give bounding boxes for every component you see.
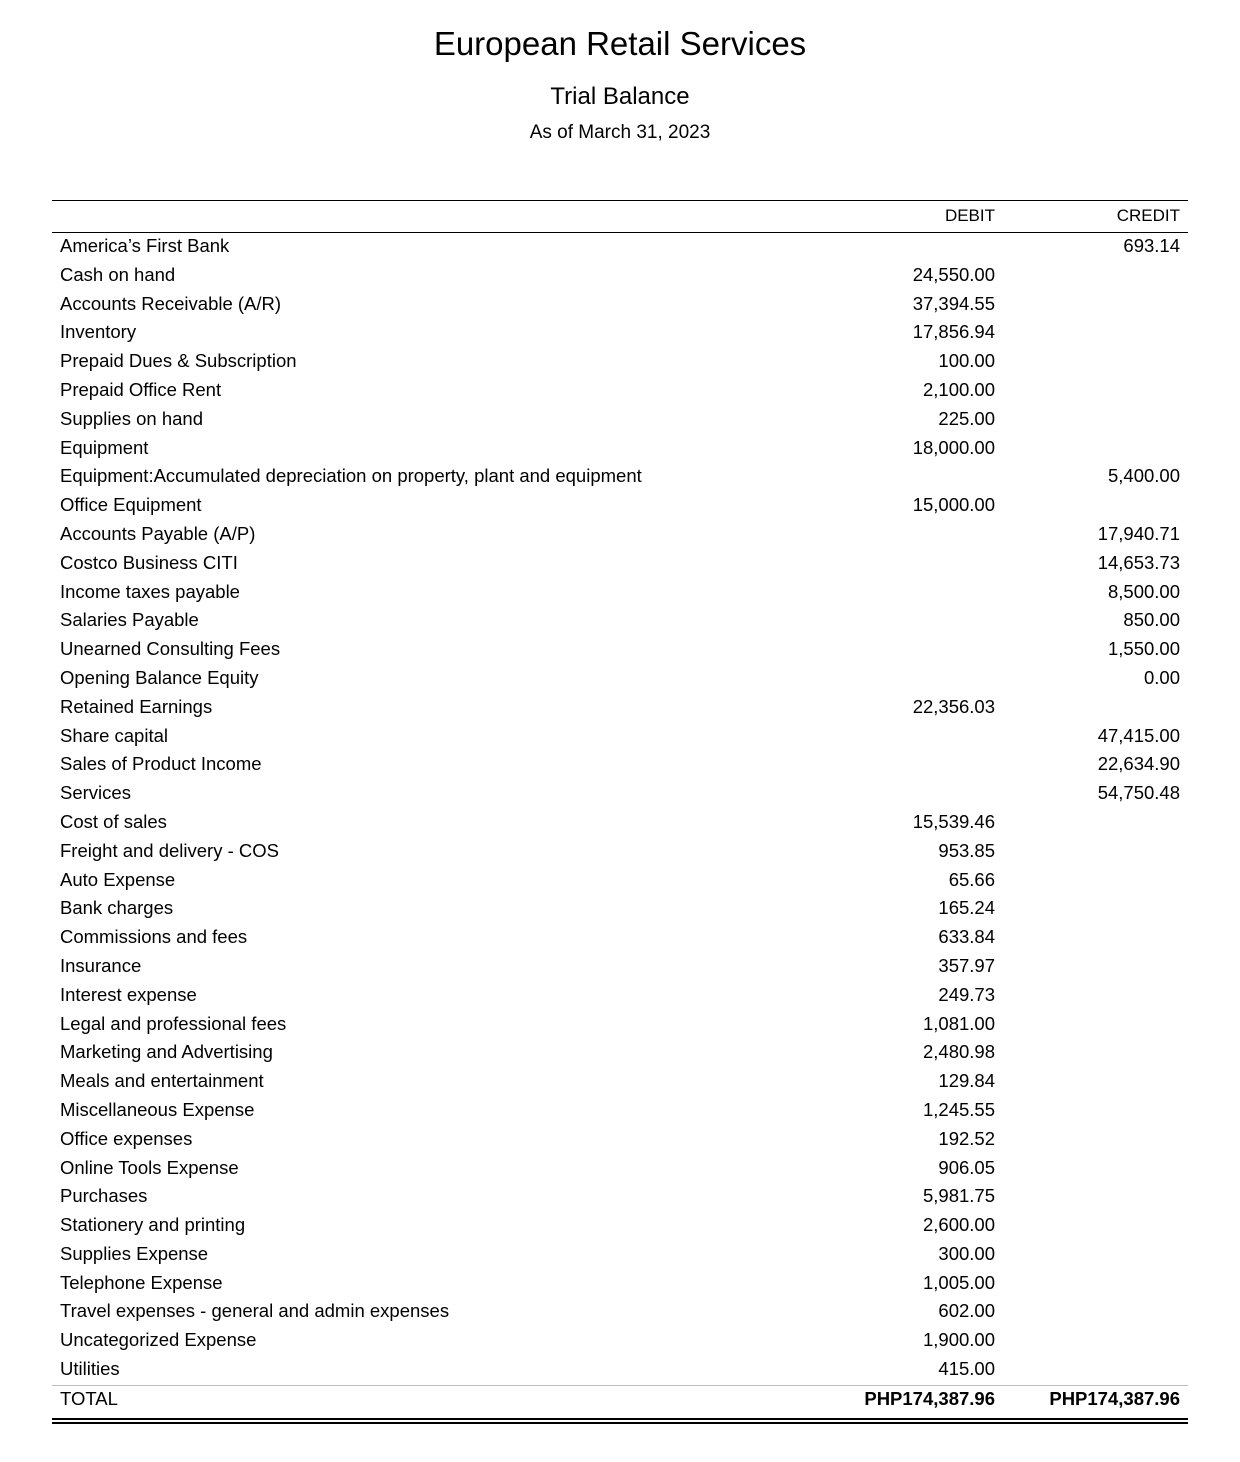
debit-amount: 15,000.00 — [912, 494, 995, 516]
table-row — [52, 406, 1188, 435]
table-body — [52, 233, 1188, 1385]
account-name: Commissions and fees — [60, 926, 248, 948]
credit-amount: 850.00 — [1123, 609, 1180, 631]
credit-amount: 54,750.48 — [1097, 782, 1180, 804]
account-name: Opening Balance Equity — [60, 666, 259, 688]
debit-amount: 633.84 — [938, 926, 995, 948]
debit-amount: 15,539.46 — [912, 810, 995, 832]
debit-amount: 1,081.00 — [922, 1012, 995, 1034]
account-name: Costco Business CITI — [60, 551, 238, 573]
trial-balance-table — [52, 200, 1188, 1424]
table-row — [52, 492, 1188, 521]
account-name: Uncategorized Expense — [60, 1329, 257, 1351]
debit-column-header: DEBIT — [944, 206, 995, 225]
account-name: Accounts Payable (A/P) — [60, 522, 256, 544]
report-date: As of March 31, 2023 — [529, 122, 711, 143]
debit-amount: 415.00 — [938, 1358, 995, 1380]
table-row — [52, 924, 1188, 953]
total-debit: PHP174,387.96 — [864, 1387, 995, 1409]
debit-amount: 953.85 — [938, 839, 995, 861]
table-row — [52, 579, 1188, 608]
account-name: Office Equipment — [60, 494, 202, 516]
account-name: Miscellaneous Expense — [60, 1098, 255, 1120]
table-row — [52, 348, 1188, 377]
account-name: Supplies Expense — [60, 1242, 209, 1264]
account-name: Legal and professional fees — [60, 1012, 287, 1034]
table-row — [52, 233, 1188, 262]
table-row — [52, 262, 1188, 291]
double-rule — [52, 1418, 1188, 1424]
account-name: Prepaid Office Rent — [60, 378, 222, 400]
debit-amount: 37,394.55 — [912, 292, 995, 314]
table-row — [52, 1356, 1188, 1385]
account-name: Accounts Receivable (A/R) — [60, 292, 282, 314]
account-name: Freight and delivery - COS — [60, 839, 280, 861]
credit-amount: 1,550.00 — [1107, 638, 1180, 660]
table-row — [52, 1270, 1188, 1299]
table-row — [52, 463, 1188, 492]
total-label: TOTAL — [60, 1387, 118, 1409]
account-name: Stationery and printing — [60, 1214, 246, 1236]
account-name: Equipment:Accumulated depreciation on property, plant and equipment — [60, 465, 642, 487]
table-row — [52, 895, 1188, 924]
account-name: Office expenses — [60, 1127, 193, 1149]
account-name: Retained Earnings — [60, 695, 213, 717]
table-row — [52, 780, 1188, 809]
account-name: America’s First Bank — [60, 235, 230, 256]
table-row — [52, 607, 1188, 636]
account-name: Prepaid Dues & Subscription — [60, 350, 297, 372]
debit-amount: 2,480.98 — [922, 1041, 995, 1063]
debit-amount: 225.00 — [938, 407, 995, 429]
table-row — [52, 665, 1188, 694]
table-row — [52, 751, 1188, 780]
debit-amount: 1,900.00 — [922, 1329, 995, 1351]
credit-amount: 693.14 — [1123, 235, 1180, 256]
report-title: European Retail Services — [433, 25, 807, 62]
credit-amount: 47,415.00 — [1097, 724, 1180, 746]
account-name: Cost of sales — [60, 810, 167, 832]
table-row — [52, 1241, 1188, 1270]
account-name: Cash on hand — [60, 263, 176, 285]
table-row — [52, 982, 1188, 1011]
account-name: Services — [60, 782, 131, 804]
table-row — [52, 291, 1188, 320]
table-row — [52, 867, 1188, 896]
table-row — [52, 838, 1188, 867]
debit-amount: 5,981.75 — [922, 1185, 995, 1207]
debit-amount: 300.00 — [938, 1242, 995, 1264]
account-name: Auto Expense — [60, 868, 176, 890]
table-row — [52, 1068, 1188, 1097]
account-name: Unearned Consulting Fees — [60, 638, 281, 660]
debit-amount: 100.00 — [938, 350, 995, 372]
debit-amount: 1,005.00 — [922, 1271, 995, 1293]
debit-amount: 22,356.03 — [912, 695, 995, 717]
table-row — [52, 319, 1188, 348]
debit-amount: 165.24 — [938, 897, 995, 919]
debit-amount: 129.84 — [938, 1070, 995, 1092]
credit-amount: 8,500.00 — [1107, 580, 1180, 602]
account-name: Inventory — [60, 321, 137, 343]
debit-amount: 1,245.55 — [922, 1098, 995, 1120]
credit-amount: 17,940.71 — [1097, 522, 1180, 544]
debit-amount: 17,856.94 — [912, 321, 995, 343]
table-row — [52, 723, 1188, 752]
credit-amount: 22,634.90 — [1097, 753, 1180, 775]
credit-amount: 5,400.00 — [1107, 465, 1180, 487]
table-row — [52, 521, 1188, 550]
table-row — [52, 1183, 1188, 1212]
debit-amount: 24,550.00 — [912, 263, 995, 285]
credit-amount: 0.00 — [1143, 666, 1180, 688]
debit-amount: 18,000.00 — [912, 436, 995, 458]
table-row — [52, 1298, 1188, 1327]
account-name: Interest expense — [60, 983, 197, 1005]
credit-amount: 14,653.73 — [1097, 551, 1180, 573]
account-name: Purchases — [60, 1185, 148, 1207]
total-credit: PHP174,387.96 — [1049, 1387, 1180, 1409]
account-name: Marketing and Advertising — [60, 1041, 273, 1063]
debit-amount: 602.00 — [938, 1300, 995, 1322]
debit-amount: 249.73 — [938, 983, 995, 1005]
table-row — [52, 550, 1188, 579]
table-row — [52, 1097, 1188, 1126]
table-row — [52, 1327, 1188, 1356]
account-name: Utilities — [60, 1358, 120, 1380]
account-name: Income taxes payable — [60, 580, 240, 602]
credit-column-header: CREDIT — [1116, 206, 1180, 225]
table-row — [52, 809, 1188, 838]
table-row — [52, 377, 1188, 406]
table-header — [52, 201, 1188, 233]
account-name: Supplies on hand — [60, 407, 203, 429]
account-name: Share capital — [60, 724, 168, 746]
debit-amount: 357.97 — [938, 954, 995, 976]
account-name: Online Tools Expense — [60, 1156, 239, 1178]
debit-amount: 192.52 — [938, 1127, 995, 1149]
account-name: Travel expenses - general and admin expenses — [60, 1300, 450, 1322]
table-row — [52, 636, 1188, 665]
table-row — [52, 1212, 1188, 1241]
account-name: Salaries Payable — [60, 609, 199, 631]
debit-amount: 2,600.00 — [922, 1214, 995, 1236]
report-subtitle: Trial Balance — [550, 83, 690, 110]
account-name: Sales of Product Income — [60, 753, 262, 775]
account-name: Telephone Expense — [60, 1271, 223, 1293]
debit-amount: 65.66 — [948, 868, 995, 890]
table-row — [52, 694, 1188, 723]
table-row — [52, 1039, 1188, 1068]
table-row — [52, 1155, 1188, 1184]
account-name: Equipment — [60, 436, 149, 458]
table-row — [52, 1011, 1188, 1040]
debit-amount: 906.05 — [938, 1156, 995, 1178]
table-row — [52, 1126, 1188, 1155]
total-row — [52, 1385, 1188, 1416]
account-name: Meals and entertainment — [60, 1070, 264, 1092]
account-name: Insurance — [60, 954, 142, 976]
account-name: Bank charges — [60, 897, 174, 919]
table-row — [52, 435, 1188, 464]
table-row — [52, 953, 1188, 982]
debit-amount: 2,100.00 — [922, 378, 995, 400]
